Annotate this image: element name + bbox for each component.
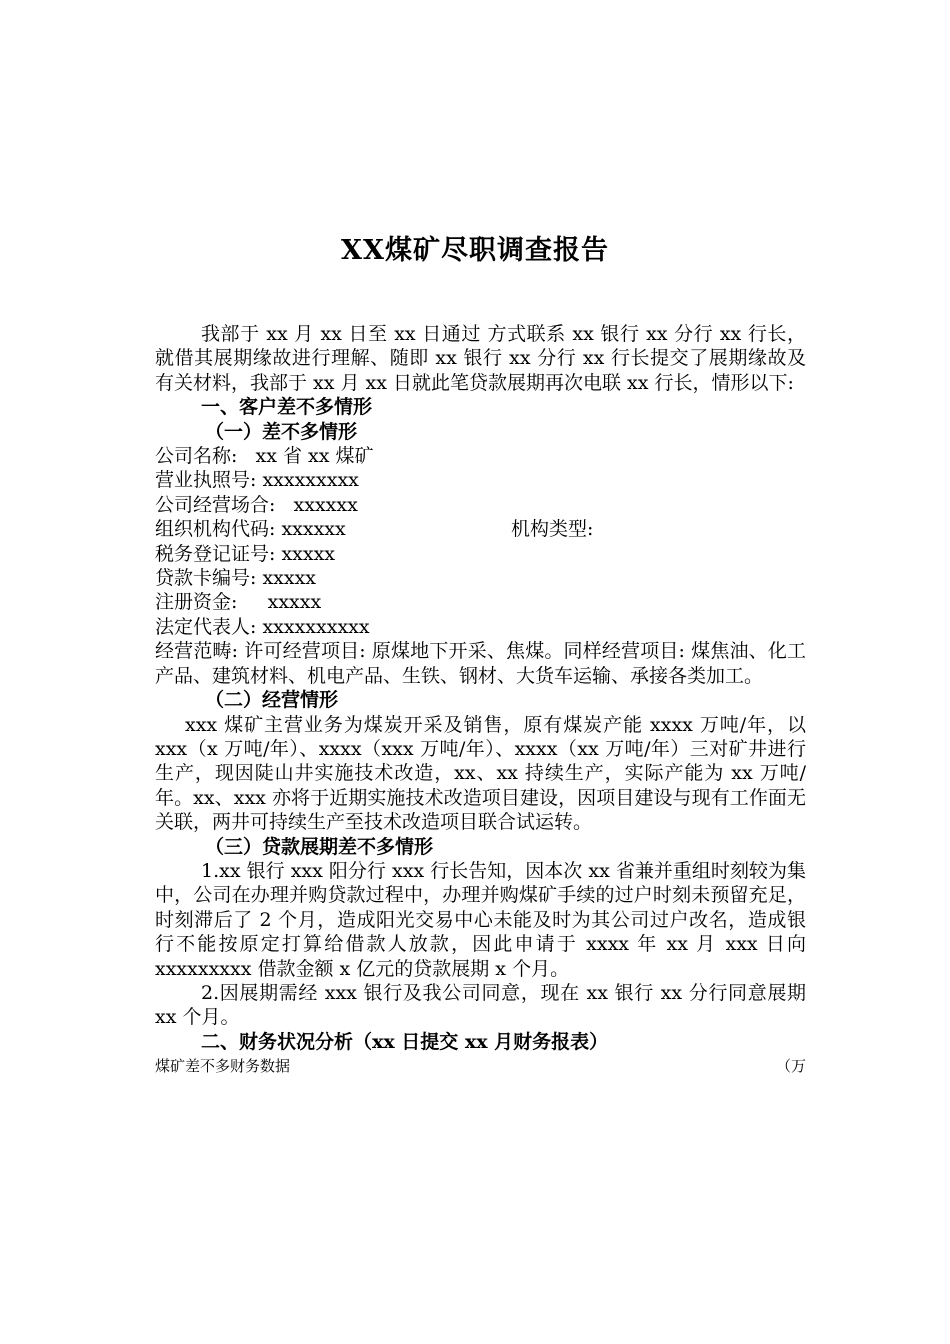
field-value: xxxxx [275,542,336,565]
field-license-number [155,468,806,492]
field-label: 注册资金: [155,591,238,614]
table-unit: （万 [775,1057,806,1076]
field-value: xxxxxxxxxx [256,615,370,638]
field-business-place [155,493,806,517]
field-value: xxxxx [256,567,317,590]
field-registered-capital [155,590,806,614]
field-value: xx 省 xx 煤矿 [237,445,374,468]
table-caption: 煤矿差不多财务数据 [155,1057,291,1076]
basic-info-heading: （一）差不多情形 [205,420,358,443]
field-value: xxxxxxxxx [256,469,359,492]
section1-heading: 一、客户差不多情形 [201,396,373,419]
document-title: XX煤矿尽职调查报告 [341,235,609,266]
field-value: xxxxxx [275,493,358,516]
field-loan-card [155,566,806,590]
section2-heading: 二、财务状况分析（xx 日提交 xx 月财务报表） [201,1030,609,1053]
loan-extension-paragraph-1: 1.xx 银行 xxx 阳分行 xxx 行长告知，因本次 xx 省兼并重组时刻较为集中，公司在办理并购贷款过程中，办理并购煤矿手续的过户时刻未预留充足，时刻滞后了 2 个月，造成阳光交易中心未能及时为其公司过户改名，造成银行不能按原定打算给借款人放款，因此申请于 xxxx 年 xx 月 xxx 日向 xxxxxxxxx 借款金额 x 亿元的贷款展期 x 个月。 [155,859,806,980]
field-label: 法定代表人: [155,615,257,638]
business-scope: 经营范畴: 许可经营项目: 原煤地下开采、焦煤。同样经营项目: 煤焦油、化工产品、建筑材料、机电产品、生铁、钢材、大货车运输、承接各类加工。 [155,640,806,687]
operations-heading: （二）经营情形 [205,689,339,712]
loan-extension-paragraph-2: 2.因展期需经 xxx 银行及我公司同意，现在 xx 银行 xx 分行同意展期 xx 个月。 [155,981,806,1029]
document-body [155,322,806,1078]
field-label: 税务登记证号: [155,542,276,565]
loan-extension-heading: （三）贷款展期差不多情形 [205,835,434,858]
field-label: 营业执照号: [155,469,257,492]
org-type-label: 机构类型: [511,518,594,541]
field-legal-rep [155,615,806,639]
field-label: 公司名称: [155,445,238,468]
field-tax-number [155,542,806,566]
intro-paragraph: 我部于 xx 月 xx 日至 xx 日通过 方式联系 xx 银行 xx 分行 xx 行长，就借其展期缘故进行理解、随即 xx 银行 xx 分行 xx 行长提交了展期缘故及有关材料，我部于 xx 月 xx 日就此笔贷款展期再次电联 xx 行长，情形以下: [155,323,806,394]
field-label: 组织机构代码: [155,518,276,541]
table-caption-row [155,1054,806,1078]
field-label: 公司经营场合: [155,493,276,516]
field-value: xxxxx [237,591,322,614]
field-value: xxxxxx [275,518,346,541]
operations-paragraph: xxx 煤矿主营业务为煤炭开采及销售，原有煤炭产能 xxxx 万吨/年，以 xxx（x 万吨/年）、xxxx（xxx 万吨/年）、xxxx（xx 万吨/年）三对矿井进行生产，现因陡山井实施技术改造，xx、xx 持续生产，实际产能为 xx 万吨/年。xx、xxx 亦将于近期实施技术改造项目建设，因项目建设与现有工作面无关联，两井可持续生产至技术改造项目联合试运转。 [155,713,806,834]
field-org-code [155,517,806,541]
field-company-name [155,444,806,468]
field-label: 贷款卡编号: [155,567,257,590]
